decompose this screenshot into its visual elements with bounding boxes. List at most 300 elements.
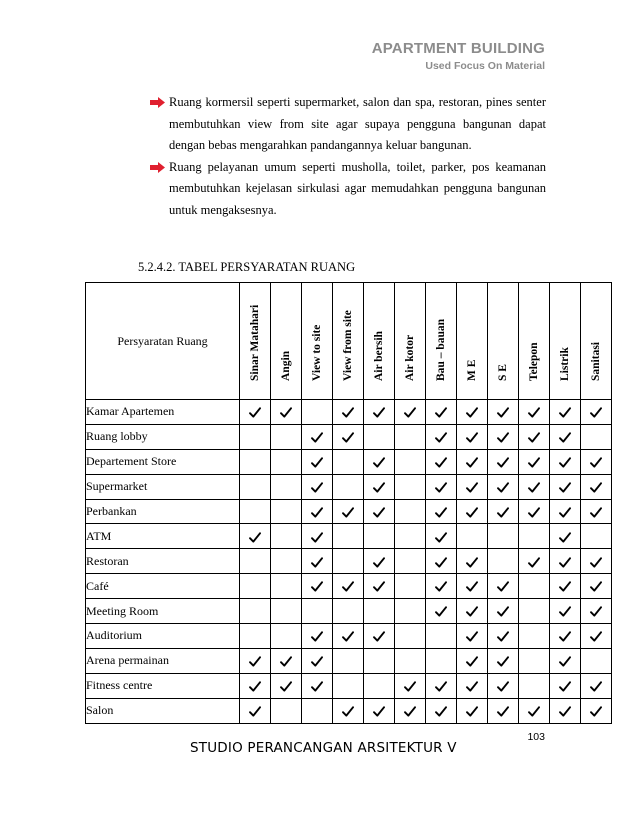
table-cell xyxy=(581,698,612,723)
table-cell xyxy=(302,648,333,673)
checkmark-icon xyxy=(373,706,385,717)
table-cell xyxy=(488,424,519,449)
row-label: Perbankan xyxy=(86,499,240,524)
checkmark-icon xyxy=(466,581,478,592)
checkmark-icon xyxy=(404,706,416,717)
table-cell xyxy=(364,549,395,574)
table-cell xyxy=(519,549,550,574)
checkmark-icon xyxy=(435,532,447,543)
table-cell xyxy=(457,424,488,449)
checkmark-icon xyxy=(435,681,447,692)
table-row xyxy=(86,648,612,673)
table-cell xyxy=(271,648,302,673)
checkmark-icon xyxy=(559,557,571,568)
table-cell xyxy=(426,673,457,698)
checkmark-icon xyxy=(373,457,385,468)
column-header-label: M E xyxy=(466,359,478,381)
table-cell xyxy=(519,648,550,673)
table-cell xyxy=(488,474,519,499)
table-cell xyxy=(519,673,550,698)
section-title: 5.2.4.2. TABEL PERSYARATAN RUANG xyxy=(138,260,356,274)
checkmark-icon xyxy=(373,482,385,493)
checkmark-icon xyxy=(497,457,509,468)
table-row xyxy=(86,624,612,649)
table-cell xyxy=(457,574,488,599)
table-cell xyxy=(488,449,519,474)
page-number: 103 xyxy=(527,731,545,743)
red-arrow-icon xyxy=(150,162,165,173)
table-cell xyxy=(333,400,364,425)
table-cell xyxy=(519,574,550,599)
table-cell xyxy=(395,599,426,624)
table-cell xyxy=(364,424,395,449)
checkmark-icon xyxy=(559,507,571,518)
document-footer: STUDIO PERANCANGAN ARSITEKTUR V xyxy=(190,740,457,756)
table-cell xyxy=(519,499,550,524)
table-cell xyxy=(457,599,488,624)
table-cell xyxy=(581,624,612,649)
table-row xyxy=(86,449,612,474)
table-cell xyxy=(488,574,519,599)
table-cell xyxy=(519,400,550,425)
column-header-label: Sinar Matahari xyxy=(249,304,261,381)
column-header-label: Sanitasi xyxy=(590,342,602,381)
table-cell xyxy=(550,400,581,425)
checkmark-icon xyxy=(590,557,602,568)
table-cell xyxy=(333,474,364,499)
table-cell xyxy=(271,474,302,499)
table-cell xyxy=(302,474,333,499)
checkmark-icon xyxy=(280,656,292,667)
table-cell xyxy=(333,648,364,673)
table-cell xyxy=(426,599,457,624)
table-column-header xyxy=(550,283,581,400)
table-row xyxy=(86,499,612,524)
table-cell xyxy=(364,624,395,649)
table-cell xyxy=(271,524,302,549)
table-row xyxy=(86,424,612,449)
checkmark-icon xyxy=(373,407,385,418)
checkmark-icon xyxy=(435,407,447,418)
checkmark-icon xyxy=(466,407,478,418)
checkmark-icon xyxy=(311,656,323,667)
table-cell xyxy=(457,400,488,425)
table-cell xyxy=(302,599,333,624)
table-cell xyxy=(240,524,271,549)
table-cell xyxy=(488,698,519,723)
table-cell xyxy=(271,698,302,723)
checkmark-icon xyxy=(590,606,602,617)
table-cell xyxy=(550,424,581,449)
table-cell xyxy=(333,449,364,474)
table-cell xyxy=(550,499,581,524)
table-cell xyxy=(426,698,457,723)
table-cell xyxy=(395,549,426,574)
checkmark-icon xyxy=(249,681,261,692)
table-cell xyxy=(240,549,271,574)
table-cell xyxy=(550,474,581,499)
table-cell xyxy=(426,499,457,524)
checkmark-icon xyxy=(559,681,571,692)
checkmark-icon xyxy=(497,407,509,418)
checkmark-icon xyxy=(435,482,447,493)
table-cell xyxy=(364,474,395,499)
table-cell xyxy=(550,624,581,649)
bullet-text: Ruang pelayanan umum seperti musholla, toilet, parker, pos keamanan membutuhkan kejelasan sirkulasi agar memudahkan pengguna bangunan untuk mengaksesnya. xyxy=(169,159,546,217)
checkmark-icon xyxy=(559,432,571,443)
table-cell xyxy=(395,449,426,474)
column-header-label: View from site xyxy=(342,310,354,381)
table-cell xyxy=(426,474,457,499)
table-cell xyxy=(271,673,302,698)
checkmark-icon xyxy=(497,606,509,617)
table-cell xyxy=(271,624,302,649)
checkmark-icon xyxy=(559,532,571,543)
checkmark-icon xyxy=(435,581,447,592)
checkmark-icon xyxy=(249,532,261,543)
checkmark-icon xyxy=(280,681,292,692)
checkmark-icon xyxy=(466,432,478,443)
table-column-header xyxy=(426,283,457,400)
checkmark-icon xyxy=(528,557,540,568)
checkmark-icon xyxy=(373,581,385,592)
table-cell xyxy=(519,424,550,449)
row-label: Salon xyxy=(86,698,240,723)
row-label: Supermarket xyxy=(86,474,240,499)
table-cell xyxy=(271,499,302,524)
table-cell xyxy=(550,648,581,673)
table-cell xyxy=(271,549,302,574)
table-cell xyxy=(240,624,271,649)
table-cell xyxy=(426,624,457,649)
checkmark-icon xyxy=(528,706,540,717)
table-cell xyxy=(395,673,426,698)
row-label: Meeting Room xyxy=(86,599,240,624)
checkmark-icon xyxy=(528,507,540,518)
table-header-row xyxy=(86,283,612,400)
table-cell xyxy=(240,449,271,474)
table-cell xyxy=(581,524,612,549)
column-header-label: Listrik xyxy=(559,347,571,381)
table-cell xyxy=(395,474,426,499)
table-cell xyxy=(364,449,395,474)
checkmark-icon xyxy=(559,606,571,617)
table-row xyxy=(86,599,612,624)
table-cell xyxy=(488,648,519,673)
table-cell xyxy=(240,499,271,524)
row-label: Arena permainan xyxy=(86,648,240,673)
table-cell xyxy=(426,524,457,549)
column-header-label: Air kotor xyxy=(404,334,416,381)
table-cell xyxy=(488,400,519,425)
checkmark-icon xyxy=(590,407,602,418)
checkmark-icon xyxy=(528,432,540,443)
table-cell xyxy=(457,549,488,574)
checkmark-icon xyxy=(466,482,478,493)
checkmark-icon xyxy=(435,606,447,617)
row-label: Fitness centre xyxy=(86,673,240,698)
document-header-title: APARTMENT BUILDING xyxy=(371,40,545,57)
checkmark-icon xyxy=(590,631,602,642)
table-cell xyxy=(333,524,364,549)
table-column-header xyxy=(302,283,333,400)
table-cell xyxy=(395,648,426,673)
table-cell xyxy=(550,524,581,549)
table-row xyxy=(86,400,612,425)
table-cell xyxy=(302,449,333,474)
table-cell xyxy=(426,449,457,474)
checkmark-icon xyxy=(466,606,478,617)
table-cell xyxy=(395,698,426,723)
table-cell xyxy=(271,574,302,599)
checkmark-icon xyxy=(497,631,509,642)
table-cell xyxy=(271,599,302,624)
checkmark-icon xyxy=(497,432,509,443)
column-header-label: Air bersih xyxy=(373,331,385,381)
table-cell xyxy=(364,673,395,698)
table-cell xyxy=(550,673,581,698)
table-cell xyxy=(550,698,581,723)
checkmark-icon xyxy=(497,681,509,692)
table-row xyxy=(86,474,612,499)
checkmark-icon xyxy=(466,457,478,468)
checkmark-icon xyxy=(311,581,323,592)
table-cell xyxy=(581,673,612,698)
table-cell xyxy=(302,499,333,524)
row-label: ATM xyxy=(86,524,240,549)
checkmark-icon xyxy=(559,581,571,592)
checkmark-icon xyxy=(497,482,509,493)
checkmark-icon xyxy=(404,407,416,418)
checkmark-icon xyxy=(497,581,509,592)
table-cell xyxy=(550,574,581,599)
table-cell xyxy=(302,698,333,723)
table-cell xyxy=(426,574,457,599)
table-cell xyxy=(488,524,519,549)
checkmark-icon xyxy=(590,507,602,518)
table-cell xyxy=(488,499,519,524)
checkmark-icon xyxy=(342,407,354,418)
table-cell xyxy=(457,449,488,474)
table-cell xyxy=(240,599,271,624)
checkmark-icon xyxy=(497,706,509,717)
table-cell xyxy=(302,524,333,549)
document-header-subtitle: Used Focus On Material xyxy=(425,60,545,72)
table-cell xyxy=(519,698,550,723)
table-row xyxy=(86,673,612,698)
table-cell xyxy=(550,449,581,474)
checkmark-icon xyxy=(311,681,323,692)
table-cell xyxy=(364,698,395,723)
checkmark-icon xyxy=(435,557,447,568)
column-header-label: S E xyxy=(497,364,509,381)
table-column-header xyxy=(519,283,550,400)
table-row xyxy=(86,574,612,599)
table-cell xyxy=(271,449,302,474)
red-arrow-icon xyxy=(150,97,165,108)
table-cell xyxy=(519,524,550,549)
checkmark-icon xyxy=(342,581,354,592)
checkmark-icon xyxy=(342,631,354,642)
column-header-label: View to site xyxy=(311,324,323,381)
table-cell xyxy=(457,524,488,549)
table-cell xyxy=(519,599,550,624)
requirements-table xyxy=(85,282,612,724)
checkmark-icon xyxy=(311,532,323,543)
table-cell xyxy=(302,424,333,449)
table-cell xyxy=(581,549,612,574)
checkmark-icon xyxy=(249,656,261,667)
checkmark-icon xyxy=(466,557,478,568)
table-column-header xyxy=(364,283,395,400)
row-label: Departement Store xyxy=(86,449,240,474)
table-cell xyxy=(333,499,364,524)
checkmark-icon xyxy=(466,706,478,717)
checkmark-icon xyxy=(559,631,571,642)
checkmark-icon xyxy=(280,407,292,418)
checkmark-icon xyxy=(249,407,261,418)
checkmark-icon xyxy=(249,706,261,717)
checkmark-icon xyxy=(435,457,447,468)
table-cell xyxy=(240,673,271,698)
table-column-header xyxy=(457,283,488,400)
table-cell xyxy=(581,449,612,474)
table-cell xyxy=(457,499,488,524)
bullet-text: Ruang kormersil seperti supermarket, salon dan spa, restoran, pines senter membutuhkan view from site agar supaya pengguna bangunan dapat dengan bebas mengarahkan pandangannya keluar bangunan. xyxy=(169,95,546,153)
checkmark-icon xyxy=(311,631,323,642)
table-cell xyxy=(581,474,612,499)
checkmark-icon xyxy=(528,482,540,493)
table-cell xyxy=(581,499,612,524)
table-cell xyxy=(395,524,426,549)
checkmark-icon xyxy=(466,631,478,642)
column-header-label: Angin xyxy=(280,350,292,381)
checkmark-icon xyxy=(373,631,385,642)
checkmark-icon xyxy=(466,507,478,518)
checkmark-icon xyxy=(559,457,571,468)
checkmark-icon xyxy=(590,457,602,468)
checkmark-icon xyxy=(342,507,354,518)
table-column-header xyxy=(395,283,426,400)
table-cell xyxy=(457,698,488,723)
table-cell xyxy=(364,599,395,624)
checkmark-icon xyxy=(373,557,385,568)
table-cell xyxy=(488,624,519,649)
table-cell xyxy=(426,400,457,425)
table-cell xyxy=(302,574,333,599)
table-column-header xyxy=(581,283,612,400)
checkmark-icon xyxy=(528,407,540,418)
column-header-label: Telepon xyxy=(528,342,540,381)
checkmark-icon xyxy=(497,507,509,518)
table-cell xyxy=(395,574,426,599)
checkmark-icon xyxy=(311,432,323,443)
row-label: Kamar Apartemen xyxy=(86,400,240,425)
checkmark-icon xyxy=(466,681,478,692)
table-cell xyxy=(581,574,612,599)
table-cell xyxy=(426,648,457,673)
table-cell xyxy=(333,549,364,574)
table-cell xyxy=(581,599,612,624)
checkmark-icon xyxy=(311,557,323,568)
table-cell xyxy=(581,424,612,449)
table-cell xyxy=(333,624,364,649)
table-cell xyxy=(364,524,395,549)
checkmark-icon xyxy=(590,581,602,592)
table-cell xyxy=(271,424,302,449)
table-cell xyxy=(550,549,581,574)
bullet-item xyxy=(150,92,546,157)
table-row xyxy=(86,698,612,723)
table-column-header xyxy=(333,283,364,400)
table-column-header xyxy=(240,283,271,400)
checkmark-icon xyxy=(590,706,602,717)
checkmark-icon xyxy=(559,407,571,418)
table-cell xyxy=(457,474,488,499)
table-cell xyxy=(364,574,395,599)
checkmark-icon xyxy=(559,706,571,717)
row-label: Auditorium xyxy=(86,624,240,649)
table-column-header xyxy=(488,283,519,400)
table-cell xyxy=(333,673,364,698)
table-header-first: Persyaratan Ruang xyxy=(86,283,240,400)
table-cell xyxy=(302,624,333,649)
table-row xyxy=(86,549,612,574)
checkmark-icon xyxy=(342,706,354,717)
table-cell xyxy=(302,549,333,574)
checkmark-icon xyxy=(435,432,447,443)
table-column-header xyxy=(271,283,302,400)
table-cell xyxy=(271,400,302,425)
checkmark-icon xyxy=(311,507,323,518)
bullet-list xyxy=(150,92,546,222)
bullet-item xyxy=(150,157,546,222)
table-cell xyxy=(364,499,395,524)
table-cell xyxy=(240,474,271,499)
table-cell xyxy=(240,574,271,599)
table-cell xyxy=(519,449,550,474)
checkmark-icon xyxy=(404,681,416,692)
row-label: Restoran xyxy=(86,549,240,574)
table-cell xyxy=(333,424,364,449)
table-cell xyxy=(395,424,426,449)
table-cell xyxy=(457,648,488,673)
table-cell xyxy=(333,574,364,599)
table-cell xyxy=(364,400,395,425)
table-cell xyxy=(550,599,581,624)
checkmark-icon xyxy=(590,482,602,493)
table-cell xyxy=(333,599,364,624)
table-cell xyxy=(581,648,612,673)
table-cell xyxy=(457,673,488,698)
table-cell xyxy=(426,549,457,574)
table-cell xyxy=(240,698,271,723)
checkmark-icon xyxy=(342,432,354,443)
table-row xyxy=(86,524,612,549)
table-cell xyxy=(395,499,426,524)
table-cell xyxy=(333,698,364,723)
table-cell xyxy=(302,673,333,698)
row-label: Ruang lobby xyxy=(86,424,240,449)
table-cell xyxy=(488,599,519,624)
table-cell xyxy=(395,624,426,649)
table-cell xyxy=(395,400,426,425)
table-cell xyxy=(426,424,457,449)
table-body xyxy=(86,400,612,724)
table-cell xyxy=(519,474,550,499)
checkmark-icon xyxy=(559,656,571,667)
row-label: Café xyxy=(86,574,240,599)
